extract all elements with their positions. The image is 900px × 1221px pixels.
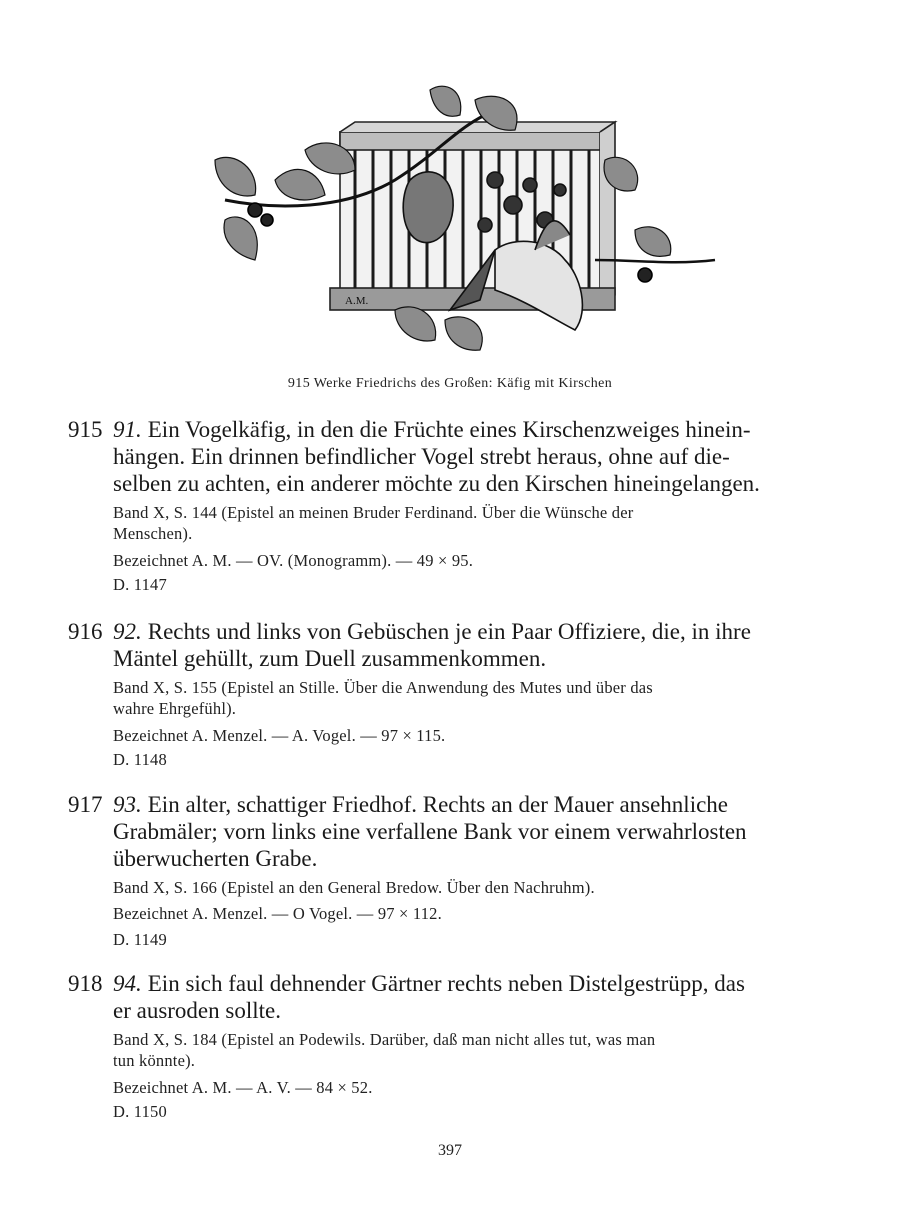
entry-index: 93. (113, 792, 142, 817)
description-line: überwucherten Grabe. (113, 846, 318, 871)
entry-number: 917 (68, 792, 103, 817)
illustration-bird-cage (195, 60, 725, 360)
description-line: Ein Vogelkäfig, in den die Früchte eines Kirschenzweiges hinein- (147, 417, 751, 442)
entry-band-reference (113, 677, 808, 719)
entry-band-reference (113, 877, 808, 898)
page-number: 397 (438, 1142, 462, 1159)
description-line: hängen. Ein drinnen befindlicher Vogel strebt heraus, ohne auf die- (113, 444, 730, 469)
entry-description (113, 416, 808, 497)
entry-number: 915 (68, 417, 103, 442)
band-line: Band X, S. 155 (Epistel an Stille. Über die Anwendung des Mutes und über das (113, 678, 653, 697)
entry-signed: Bezeichnet A. M. — OV. (Monogramm). — 49 × 95. (113, 551, 474, 570)
entry-description (113, 970, 808, 1024)
entry-index: 91. (113, 417, 142, 442)
entry-number: 916 (68, 619, 103, 644)
description-line: Rechts und links von Gebüschen je ein Paar Offiziere, die, in ihre (147, 619, 751, 644)
description-line: Ein alter, schattiger Friedhof. Rechts an der Mauer ansehnliche (147, 792, 729, 817)
entry-index: 94. (113, 971, 142, 996)
entry-ref: D. 1147 (113, 575, 167, 594)
description-line: er ausroden sollte. (113, 998, 281, 1023)
band-line: Band X, S. 184 (Epistel an Podewils. Darüber, daß man nicht alles tut, was man (113, 1030, 656, 1049)
entry-band-reference (113, 1029, 808, 1071)
band-line: Band X, S. 166 (Epistel an den General Bredow. Über den Nachruhm). (113, 878, 595, 897)
entry-description (113, 618, 808, 672)
entry-ref: D. 1148 (113, 750, 167, 769)
entry-ref: D. 1150 (113, 1102, 167, 1121)
artist-signature: A.M. (345, 295, 369, 307)
bird-cage-drawing (195, 60, 725, 360)
band-line: tun könnte). (113, 1051, 196, 1070)
description-line: Mäntel gehüllt, zum Duell zusammenkommen. (113, 646, 547, 671)
description-line: Grabmäler; vorn links eine verfallene Bank vor einem verwahrlosten (113, 819, 747, 844)
figure-caption: 915 Werke Friedrichs des Großen: Käfig mit Kirschen (287, 376, 613, 391)
entry-band-reference (113, 502, 808, 544)
band-line: Band X, S. 144 (Epistel an meinen Bruder Ferdinand. Über die Wünsche der (113, 503, 634, 522)
entry-ref: D. 1149 (113, 930, 167, 949)
entry-number: 918 (68, 971, 103, 996)
band-line: Menschen). (113, 524, 193, 543)
entry-signed: Bezeichnet A. Menzel. — A. Vogel. — 97 × 115. (113, 726, 446, 745)
entry-signed: Bezeichnet A. M. — A. V. — 84 × 52. (113, 1078, 373, 1097)
description-line: selben zu achten, ein anderer möchte zu den Kirschen hineingelangen. (113, 471, 760, 496)
entry-index: 92. (113, 619, 142, 644)
band-line: wahre Ehrgefühl). (113, 699, 237, 718)
description-line: Ein sich faul dehnender Gärtner rechts neben Distelgestrüpp, das (147, 971, 745, 996)
entry-description (113, 791, 808, 872)
entry-signed: Bezeichnet A. Menzel. — O Vogel. — 97 × 112. (113, 904, 442, 923)
